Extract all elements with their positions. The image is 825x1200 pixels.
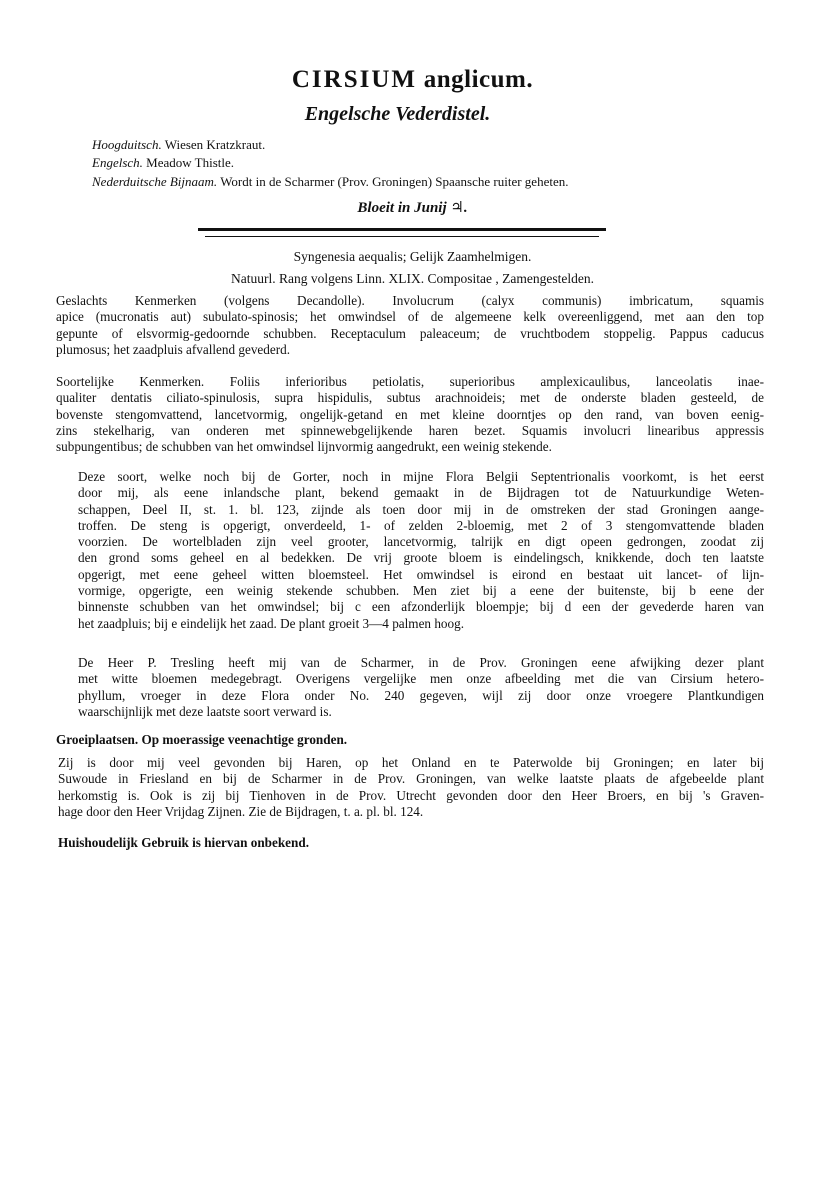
- text-line: De Heer P. Tresling heeft mij van de Scharmer, in de Prov. Groningen eene afwijking dezer plant: [78, 655, 764, 670]
- text-line: apice (mucronatis aut) subulato-spinosis; het omwindsel of de algemeene kelk overeenliggend, met aan den top: [56, 309, 764, 325]
- classification-natural: Natuurl. Rang volgens Linn. XLIX. Compositae , Zamengestelden.: [231, 271, 594, 286]
- text-line: opgerigt, met eene geheel witten bloemsteel. Het omwindsel is eirond en bestaat uit lancet- of lijn-: [78, 566, 764, 582]
- text-line: het zaadpluis; bij e eindelijk het zaad. De plant groeit 3—4 palmen hoog.: [78, 615, 464, 631]
- text-line: Zij is door mij veel gevonden bij Haren, op het Onland en te Paterwolde bij Groningen; en later bij: [58, 755, 764, 770]
- vernacular-lang: Hoogduitsch.: [92, 137, 162, 152]
- text-line: Groeiplaatsen. Op moerassige veenachtige gronden.: [56, 732, 348, 747]
- text-line: waarschijnlijk met deze laatste soort verward is.: [78, 703, 332, 719]
- vernacular-name: [92, 174, 568, 190]
- vernacular-name: [92, 137, 265, 153]
- text-line: gepunte of elsvormig-gedoornde schubben. Receptaculum paleaceum; de vruchtbodem stoppelig. Pappus caducus: [56, 325, 764, 341]
- flowering-time: Bloeit in Junij ♃.: [357, 200, 468, 216]
- paragraph-groeiplaatsen: [56, 732, 764, 748]
- paragraph-tresling: [78, 655, 764, 720]
- text-line: den grond soms geheel en al bedekken. De vrij groote bloem is eindelingsch, knikkende, doch ten laatste: [78, 550, 764, 566]
- vernacular-text: Wordt in de Scharmer (Prov. Groningen) Spaansche ruiter geheten.: [220, 174, 569, 189]
- page-title: [0, 66, 825, 94]
- text-line: Suwoude in Friesland en bij de Scharmer in de Prov. Groningen, van welke laatste plaats de afgebeelde plant: [58, 771, 764, 787]
- text-line: Deze soort, welke noch bij de Gorter, noch in mijne Flora Belgii Septentrionalis voorkomt, is het eerst: [78, 469, 764, 484]
- vernacular-lang: Nederduitsche Bijnaam.: [92, 174, 218, 189]
- text-line: herkomstig is. Ook is zij bij Tienhoven in de Prov. Utrecht gevonden door den Heer Broers, en bij 's Graven-: [58, 787, 764, 803]
- paragraph-zij-is: [58, 755, 764, 820]
- text-line: zins stekelharig, van onderen met spinnewebgelijkende haren bezet. Squamis involucri linearibus appressis: [56, 422, 764, 438]
- text-line: binnenste schubben van het omwindsel; bij c een afzonderlijk bloempje; bij d een der gevederde haren van: [78, 599, 764, 615]
- vernacular-name: [92, 155, 234, 171]
- text-line: met witte bloemen medegebragt. Overigens vergelijke men onze afbeelding met die van Cirsium hetero-: [78, 671, 764, 687]
- text-line: qualiter dentatis ciliato-spinulosis, supra hispidulis, subtus arachnoideis; met de onderste bladen gesteeld, de: [56, 390, 764, 406]
- text-line: Geslachts Kenmerken (volgens Decandolle). Involucrum (calyx communis) imbricatum, squamis: [56, 293, 764, 308]
- text-line: schappen, Deel II, st. 1. bl. 123, zijnde als toen door mij in de omstreken der stad Groningen aange-: [78, 501, 764, 517]
- text-line: bovenste stengomvattend, lancetvormig, ongelijk-getand en met kleine doorntjes op den rand, van boven eenig-: [56, 406, 764, 422]
- text-line: Huishoudelijk Gebruik is hiervan onbekend.: [58, 835, 310, 850]
- paragraph-deze-soort: [78, 469, 764, 632]
- text-line: troffen. De steng is opgerigt, onverdeeld, 1- of zelden 2-bloemig, met 2 of 3 stengomvattende bladen: [78, 517, 764, 533]
- paragraph-huishoudelijk: [58, 835, 764, 851]
- paragraph-soortelijke: [56, 374, 764, 455]
- text-line: phyllum, vroeger in deze Flora onder No. 240 gegeven, wijl zij door onze vroegere Plantkundigen: [78, 687, 764, 703]
- divider-thin: [205, 236, 599, 237]
- paragraph-geslachts: [56, 293, 764, 358]
- text-line: voorzien. De wortelbladen zijn veel grooter, lancetvormig, talrijk en digt opeen gedrongen, zoodat zij: [78, 534, 764, 550]
- text-line: door mij, als eene inlandsche plant, bekend gemaakt in de Bijdragen tot de Natuurkundige Weten-: [78, 485, 764, 501]
- classification-system: Syngenesia aequalis; Gelijk Zaamhelmigen.: [293, 249, 532, 264]
- text-line: hage door den Heer Vrijdag Zijnen. Zie de Bijdragen, t. a. pl. bl. 124.: [58, 803, 424, 819]
- text-line: subpungentibus; de schubben van het omwindsel lijnvormig aangedrukt, een weinig stekende.: [56, 439, 552, 455]
- vernacular-text: Meadow Thistle.: [146, 155, 235, 170]
- vernacular-lang: Engelsch.: [92, 155, 143, 170]
- text-line: Soortelijke Kenmerken. Foliis inferioribus petiolatis, superioribus amplexicaulibus, lanceolatis inae-: [56, 374, 764, 389]
- vernacular-text: Wiesen Kratzkraut.: [164, 137, 266, 152]
- page-subtitle: Engelsche Vederdistel.: [304, 103, 491, 125]
- divider-thick: [198, 228, 606, 231]
- text-line: vormige, opgerigte, een weinig stekende schubben. Men ziet bij a eene der buitenste, bij b eene der: [78, 583, 764, 599]
- title-genus: CIRSIUM: [291, 66, 417, 93]
- title-species: anglicum.: [423, 66, 534, 93]
- text-line: plumosus; het zaadpluis afvallend gevederd.: [56, 341, 291, 357]
